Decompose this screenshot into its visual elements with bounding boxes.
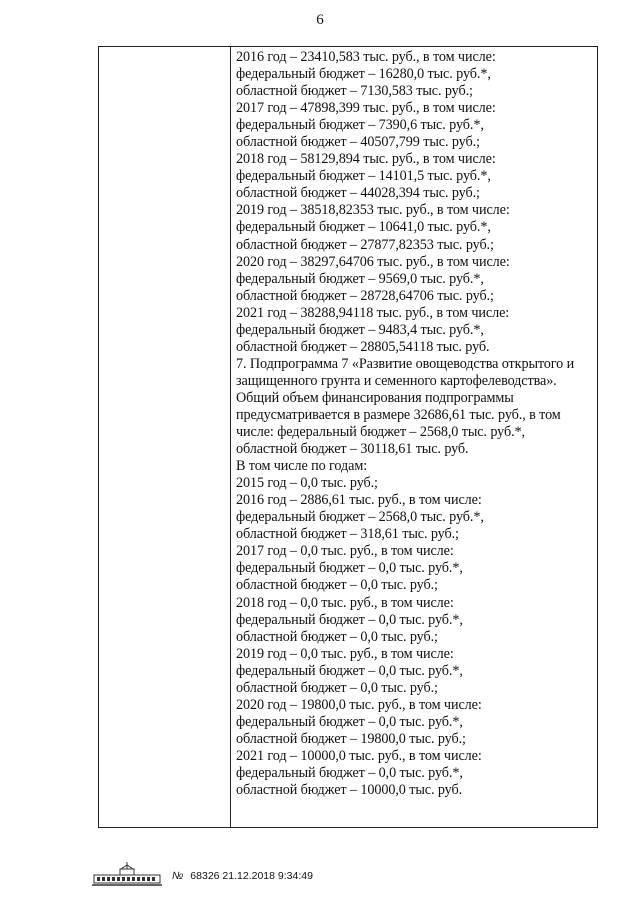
text-line: 2015 год – 0,0 тыс. руб.; (236, 475, 378, 492)
doc-datetime: 21.12.2018 9:34:49 (222, 870, 313, 882)
text-line: федеральный бюджет – 16280,0 тыс. руб.*, (236, 66, 491, 83)
text-line: федеральный бюджет – 0,0 тыс. руб.*, (236, 560, 463, 577)
text-line: предусматривается в размере 32686,61 тыс. руб., в том (236, 406, 561, 423)
text-line: федеральный бюджет – 7390,6 тыс. руб.*, (236, 117, 484, 134)
column-divider (230, 47, 231, 827)
text-line: областной бюджет – 27877,82353 тыс. руб.; (236, 236, 494, 253)
number-sign: № (172, 870, 184, 882)
text-line: 2019 год – 0,0 тыс. руб., в том числе: (236, 645, 454, 662)
footer-registration (172, 870, 313, 882)
document-table (98, 46, 598, 828)
text-line: областной бюджет – 7130,583 тыс. руб.; (236, 83, 473, 100)
text-line: федеральный бюджет – 0,0 тыс. руб.*, (236, 611, 463, 628)
text-line: областной бюджет – 40507,799 тыс. руб.; (236, 134, 480, 151)
text-line: федеральный бюджет – 0,0 тыс. руб.*, (236, 713, 463, 730)
text-line: защищенного грунта и семенного картофелеводства». (236, 372, 557, 389)
text-line: областной бюджет – 30118,61 тыс. руб. (236, 441, 469, 458)
text-line: 2016 год – 2886,61 тыс. руб., в том числе: (236, 492, 482, 509)
text-line: областной бюджет – 44028,394 тыс. руб.; (236, 185, 480, 202)
text-line: федеральный бюджет – 0,0 тыс. руб.*, (236, 662, 463, 679)
text-column (236, 49, 596, 799)
text-line: 2016 год – 23410,583 тыс. руб., в том числе: (236, 49, 496, 65)
page-number: 6 (316, 12, 324, 28)
text-line: федеральный бюджет – 9569,0 тыс. руб.*, (236, 270, 484, 287)
text-line: 2017 год – 0,0 тыс. руб., в том числе: (236, 543, 454, 560)
text-line: областной бюджет – 318,61 тыс. руб.; (236, 526, 459, 543)
text-line: областной бюджет – 0,0 тыс. руб.; (236, 577, 438, 594)
text-line: федеральный бюджет – 0,0 тыс. руб.*, (236, 764, 463, 781)
text-line: областной бюджет – 0,0 тыс. руб.; (236, 679, 438, 696)
text-line: 2020 год – 38297,64706 тыс. руб., в том числе: (236, 253, 510, 270)
text-line: федеральный бюджет – 2568,0 тыс. руб.*, (236, 509, 484, 526)
text-line: федеральный бюджет – 14101,5 тыс. руб.*, (236, 168, 491, 185)
text-line: 7. Подпрограмма 7 «Развитие овощеводства открытого и (236, 355, 575, 372)
text-line: 2018 год – 0,0 тыс. руб., в том числе: (236, 594, 454, 611)
text-line: В том числе по годам: (236, 458, 368, 475)
text-line: 2021 год – 38288,94118 тыс. руб., в том числе: (236, 304, 510, 321)
text-line: 2019 год – 38518,82353 тыс. руб., в том числе: (236, 202, 510, 219)
text-line: 2017 год – 47898,399 тыс. руб., в том числе: (236, 100, 496, 117)
text-line: 2021 год – 10000,0 тыс. руб., в том числе: (236, 747, 482, 764)
text-line: федеральный бюджет – 10641,0 тыс. руб.*, (236, 219, 491, 236)
text-line: областной бюджет – 10000,0 тыс. руб. (236, 782, 463, 799)
text-line: областной бюджет – 19800,0 тыс. руб.; (236, 730, 466, 747)
text-line: 2020 год – 19800,0 тыс. руб., в том числе: (236, 696, 482, 713)
building-logo-icon (90, 860, 164, 888)
text-line: областной бюджет – 28728,64706 тыс. руб.; (236, 287, 494, 304)
text-line: числе: федеральный бюджет – 2568,0 тыс. руб.*, (236, 424, 525, 441)
doc-number: 68326 (190, 870, 220, 882)
text-line: федеральный бюджет – 9483,4 тыс. руб.*, (236, 321, 484, 338)
text-line: 2018 год – 58129,894 тыс. руб., в том числе: (236, 151, 496, 168)
text-line: областной бюджет – 28805,54118 тыс. руб. (236, 338, 490, 355)
text-line: Общий объем финансирования подпрограммы (236, 389, 514, 406)
text-line: областной бюджет – 0,0 тыс. руб.; (236, 628, 438, 645)
